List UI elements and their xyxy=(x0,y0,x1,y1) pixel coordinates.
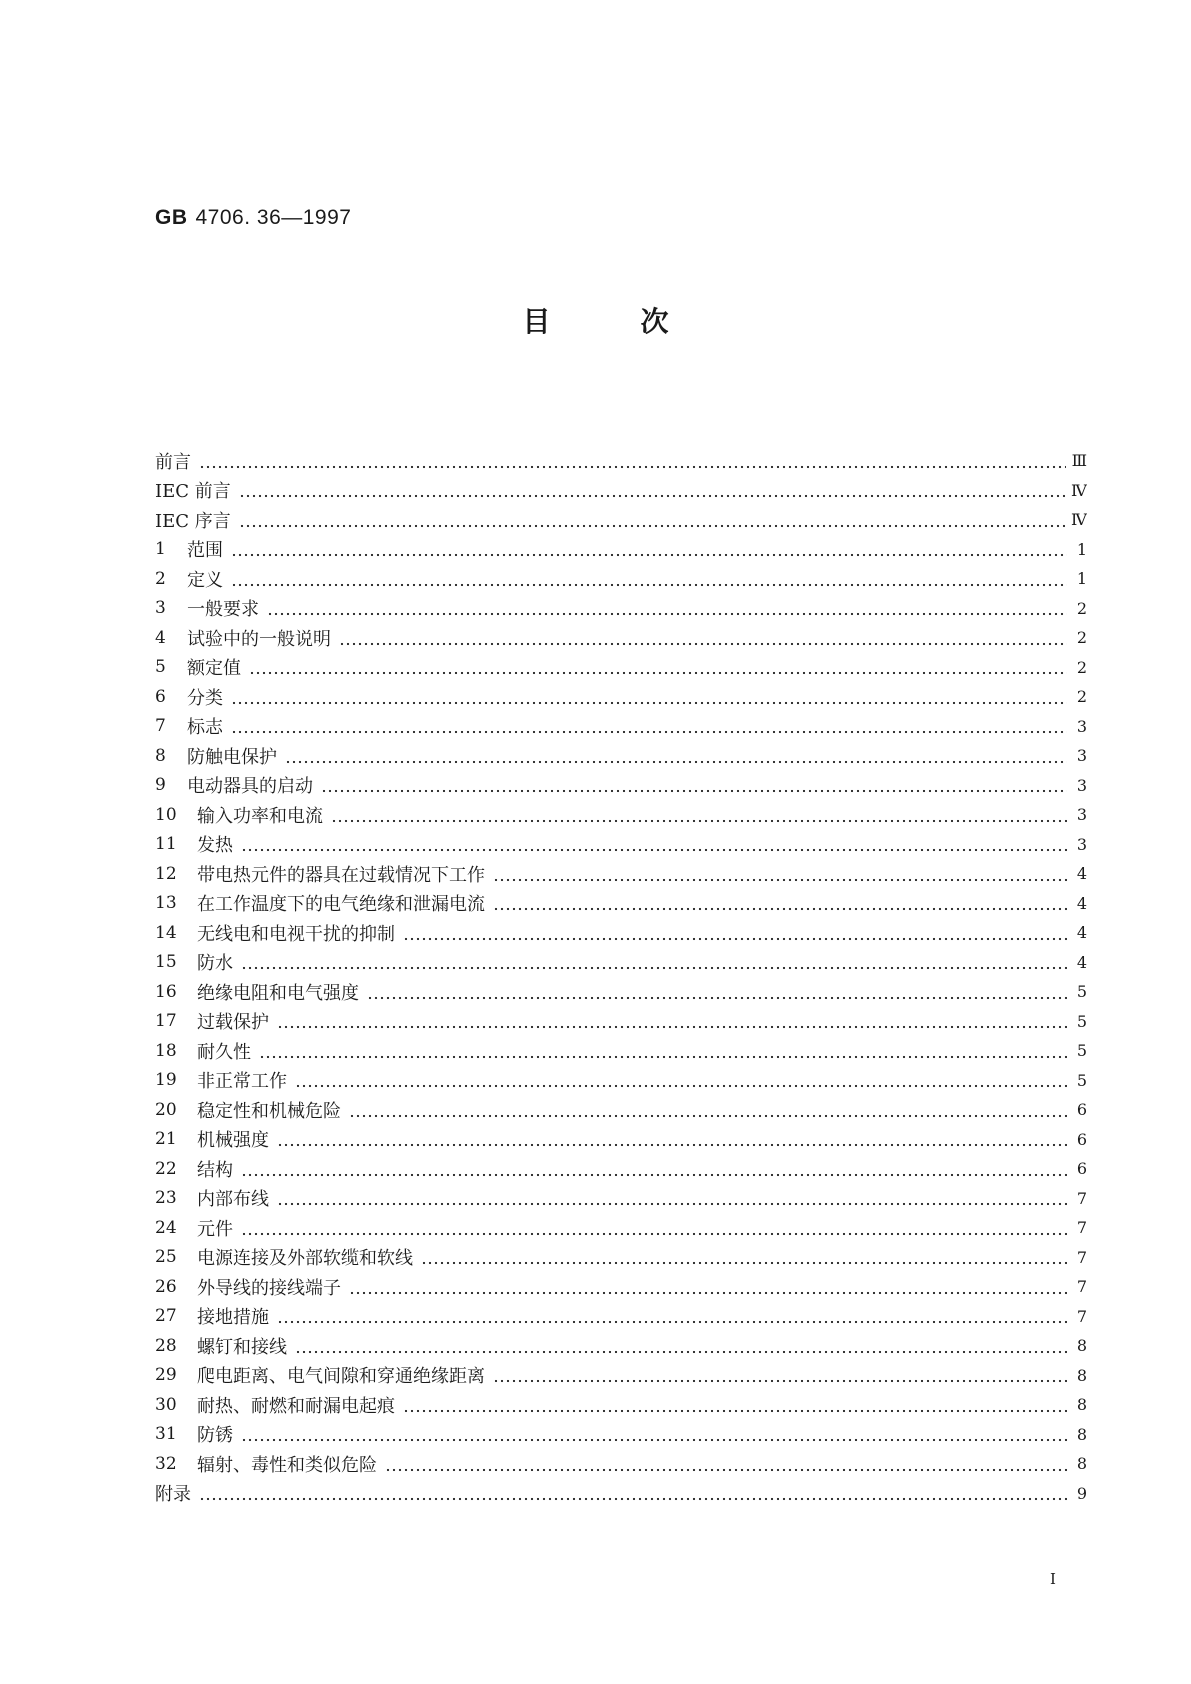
toc-entry xyxy=(155,1390,1087,1420)
toc-entry-label: IEC 序言 xyxy=(155,510,231,532)
toc-entry-label: 输入功率和电流 xyxy=(197,805,323,827)
page-folio: Ⅰ xyxy=(1050,1570,1056,1588)
dot-leader xyxy=(421,1261,1067,1265)
dot-leader xyxy=(241,1173,1067,1177)
dot-leader xyxy=(267,612,1067,616)
toc-entry xyxy=(155,1272,1087,1302)
dot-leader xyxy=(349,1291,1067,1295)
dot-leader xyxy=(277,1320,1067,1324)
toc-entry-number: 13 xyxy=(155,893,177,914)
toc-entry-number: 19 xyxy=(155,1070,177,1091)
toc-entry-number: 6 xyxy=(155,686,166,707)
dot-leader xyxy=(231,730,1067,734)
dot-leader xyxy=(367,996,1067,1000)
toc-entry xyxy=(155,1331,1087,1361)
toc-entry-number: 31 xyxy=(155,1424,177,1445)
toc-entry-label: 在工作温度下的电气绝缘和泄漏电流 xyxy=(197,894,485,916)
toc-entry-number: 9 xyxy=(155,775,166,796)
toc-entry xyxy=(155,918,1087,948)
toc-entry-page: 8 xyxy=(1076,1395,1087,1415)
dot-leader xyxy=(493,878,1067,882)
toc-entry-number: 3 xyxy=(155,598,166,619)
toc-entry-number: 32 xyxy=(155,1453,177,1474)
toc-entry-label: 外导线的接线端子 xyxy=(197,1277,341,1299)
toc-entry-page: 9 xyxy=(1076,1483,1087,1503)
dot-leader xyxy=(241,1232,1067,1236)
toc-entry-page: 6 xyxy=(1076,1129,1087,1149)
toc-entry-label: 一般要求 xyxy=(187,599,259,621)
toc-entry xyxy=(155,1095,1087,1125)
toc-entry-number: 30 xyxy=(155,1394,177,1415)
toc-entry-number: 24 xyxy=(155,1217,177,1238)
toc-entry-page: 8 xyxy=(1076,1336,1087,1356)
toc-entry-label: 附录 xyxy=(155,1484,191,1506)
dot-leader xyxy=(199,1497,1067,1501)
toc-entry-label: 电动器具的启动 xyxy=(187,776,313,798)
toc-entry-number: 14 xyxy=(155,922,177,943)
toc-entry-number: 20 xyxy=(155,1099,177,1120)
toc-entry-label: 机械强度 xyxy=(197,1130,269,1152)
dot-leader xyxy=(403,937,1067,941)
toc-entry-page: 4 xyxy=(1076,952,1087,972)
toc-entry-number: 22 xyxy=(155,1158,177,1179)
toc-entry-number: 12 xyxy=(155,863,177,884)
toc-entry-label: 辐射、毒性和类似危险 xyxy=(197,1454,377,1476)
toc-entry-label: 结构 xyxy=(197,1159,233,1181)
dot-leader xyxy=(493,907,1067,911)
toc-entry-page: 8 xyxy=(1076,1365,1087,1385)
dot-leader xyxy=(277,1143,1067,1147)
toc-entry-label: 试验中的一般说明 xyxy=(187,628,331,650)
toc-entry-label: 绝缘电阻和电气强度 xyxy=(197,982,359,1004)
toc-entry xyxy=(155,859,1087,889)
toc-entry-label: 过载保护 xyxy=(197,1012,269,1034)
toc-entry-label: IEC 前言 xyxy=(155,481,231,503)
toc-entry-number: 10 xyxy=(155,804,177,825)
dot-leader xyxy=(331,819,1067,823)
toc-entry-label: 定义 xyxy=(187,569,223,591)
toc-entry-page: 1 xyxy=(1076,569,1087,589)
toc-entry xyxy=(155,1036,1087,1066)
dot-leader xyxy=(349,1114,1067,1118)
toc-entry xyxy=(155,564,1087,594)
toc-entry-label: 电源连接及外部软缆和软线 xyxy=(197,1248,413,1270)
toc-entry-page: Ⅳ xyxy=(1071,480,1087,500)
dot-leader xyxy=(277,1202,1067,1206)
standard-number: 4706. 36—1997 xyxy=(195,206,352,229)
toc-entry xyxy=(155,1184,1087,1214)
toc-entry-label: 范围 xyxy=(187,540,223,562)
toc-entry-page: 7 xyxy=(1076,1247,1087,1267)
toc-entry-page: 5 xyxy=(1076,1070,1087,1090)
toc-entry-number: 16 xyxy=(155,981,177,1002)
toc-entry xyxy=(155,1007,1087,1037)
toc-entry-page: Ⅳ xyxy=(1071,510,1087,530)
toc-entry-page: 3 xyxy=(1076,834,1087,854)
toc-entry-label: 额定值 xyxy=(187,658,241,680)
toc-entry-number: 28 xyxy=(155,1335,177,1356)
toc-entry-number: 17 xyxy=(155,1011,177,1032)
dot-leader xyxy=(493,1379,1067,1383)
toc-entry-label: 无线电和电视干扰的抑制 xyxy=(197,923,395,945)
dot-leader xyxy=(231,701,1067,705)
toc-entry-number: 5 xyxy=(155,657,166,678)
toc-entry-label: 发热 xyxy=(197,835,233,857)
toc-entry-label: 接地措施 xyxy=(197,1307,269,1329)
page-title xyxy=(0,300,1191,340)
toc-entry xyxy=(155,1125,1087,1155)
toc-entry-page: 7 xyxy=(1076,1306,1087,1326)
toc-entry xyxy=(155,800,1087,830)
toc-entry xyxy=(155,977,1087,1007)
toc-entry-label: 耐热、耐燃和耐漏电起痕 xyxy=(197,1395,395,1417)
toc-entry-page: 5 xyxy=(1076,1041,1087,1061)
dot-leader xyxy=(277,1025,1067,1029)
page-title-part2: 次 xyxy=(640,305,669,338)
dot-leader xyxy=(403,1409,1067,1413)
toc-entry-page: 4 xyxy=(1076,923,1087,943)
toc-entry-label: 稳定性和机械危险 xyxy=(197,1100,341,1122)
toc-entry xyxy=(155,446,1087,476)
dot-leader xyxy=(231,583,1067,587)
toc-entry-number: 25 xyxy=(155,1247,177,1268)
toc-entry xyxy=(155,653,1087,683)
dot-leader xyxy=(241,966,1067,970)
dot-leader xyxy=(321,789,1067,793)
page-title-part1: 目 xyxy=(522,305,551,338)
toc-entry xyxy=(155,1361,1087,1391)
toc-entry-number: 2 xyxy=(155,568,166,589)
toc-entry xyxy=(155,1479,1087,1509)
toc-entry xyxy=(155,535,1087,565)
toc-entry xyxy=(155,1213,1087,1243)
toc-entry-page: 7 xyxy=(1076,1188,1087,1208)
toc-entry-number: 18 xyxy=(155,1040,177,1061)
toc-entry-label: 非正常工作 xyxy=(197,1071,287,1093)
toc-entry-number: 29 xyxy=(155,1365,177,1386)
toc-entry-page: 2 xyxy=(1076,598,1087,618)
toc-entry-page: 3 xyxy=(1076,746,1087,766)
dot-leader xyxy=(259,1055,1067,1059)
toc-entry xyxy=(155,594,1087,624)
toc-entry xyxy=(155,682,1087,712)
dot-leader xyxy=(199,465,1066,469)
toc-entry-number: 21 xyxy=(155,1129,177,1150)
toc-entry xyxy=(155,1066,1087,1096)
toc-entry-label: 前言 xyxy=(155,451,191,473)
toc-entry-page: 2 xyxy=(1076,687,1087,707)
toc-entry-page: 2 xyxy=(1076,628,1087,648)
dot-leader xyxy=(241,848,1067,852)
toc-entry-page: 7 xyxy=(1076,1218,1087,1238)
toc-entry-label: 元件 xyxy=(197,1218,233,1240)
toc-entry-page: 3 xyxy=(1076,716,1087,736)
toc-entry-number: 7 xyxy=(155,716,166,737)
toc-entry xyxy=(155,830,1087,860)
toc-entry xyxy=(155,948,1087,978)
toc-entry xyxy=(155,1302,1087,1332)
dot-leader xyxy=(241,1438,1067,1442)
toc-entry xyxy=(155,1154,1087,1184)
toc-entry-number: 1 xyxy=(155,539,166,560)
standard-prefix: GB xyxy=(155,206,188,229)
dot-leader xyxy=(339,642,1067,646)
toc-entry-label: 分类 xyxy=(187,687,223,709)
toc-entry-label: 螺钉和接线 xyxy=(197,1336,287,1358)
toc-entry-page: 3 xyxy=(1076,775,1087,795)
toc-entry-label: 内部布线 xyxy=(197,1189,269,1211)
toc-entry xyxy=(155,1449,1087,1479)
toc-entry-number: 4 xyxy=(155,627,166,648)
dot-leader xyxy=(285,760,1067,764)
toc-entry-label: 标志 xyxy=(187,717,223,739)
toc-entry-page: 4 xyxy=(1076,864,1087,884)
toc-entry-page: 6 xyxy=(1076,1100,1087,1120)
toc-entry xyxy=(155,505,1087,535)
toc-entry-label: 耐久性 xyxy=(197,1041,251,1063)
toc-entry-page: 1 xyxy=(1076,539,1087,559)
toc-entry-page: 8 xyxy=(1076,1454,1087,1474)
toc-entry-page: Ⅲ xyxy=(1071,451,1087,471)
toc-entry xyxy=(155,1420,1087,1450)
toc-entry xyxy=(155,476,1087,506)
toc-entry-page: 5 xyxy=(1076,982,1087,1002)
dot-leader xyxy=(239,524,1065,528)
toc-entry-label: 带电热元件的器具在过载情况下工作 xyxy=(197,864,485,886)
toc-entry xyxy=(155,1243,1087,1273)
toc-entry-label: 防锈 xyxy=(197,1425,233,1447)
toc-entry-number: 15 xyxy=(155,952,177,973)
toc-entry-number: 8 xyxy=(155,745,166,766)
dot-leader xyxy=(231,553,1067,557)
standard-code xyxy=(155,206,351,230)
table-of-contents xyxy=(155,446,1087,1508)
dot-leader xyxy=(239,494,1065,498)
toc-entry-label: 爬电距离、电气间隙和穿通绝缘距离 xyxy=(197,1366,485,1388)
toc-entry xyxy=(155,741,1087,771)
dot-leader xyxy=(295,1350,1067,1354)
dot-leader xyxy=(385,1468,1067,1472)
toc-entry-page: 8 xyxy=(1076,1424,1087,1444)
toc-entry-label: 防水 xyxy=(197,953,233,975)
toc-entry-number: 27 xyxy=(155,1306,177,1327)
toc-entry-page: 3 xyxy=(1076,805,1087,825)
toc-entry-number: 26 xyxy=(155,1276,177,1297)
toc-entry xyxy=(155,771,1087,801)
toc-entry-page: 7 xyxy=(1076,1277,1087,1297)
toc-entry-number: 23 xyxy=(155,1188,177,1209)
dot-leader xyxy=(249,671,1067,675)
toc-entry-label: 防触电保护 xyxy=(187,746,277,768)
toc-entry-page: 4 xyxy=(1076,893,1087,913)
toc-entry-page: 5 xyxy=(1076,1011,1087,1031)
toc-entry xyxy=(155,712,1087,742)
toc-entry-page: 6 xyxy=(1076,1159,1087,1179)
toc-entry xyxy=(155,889,1087,919)
dot-leader xyxy=(295,1084,1067,1088)
toc-entry-page: 2 xyxy=(1076,657,1087,677)
toc-entry xyxy=(155,623,1087,653)
toc-entry-number: 11 xyxy=(155,834,177,855)
